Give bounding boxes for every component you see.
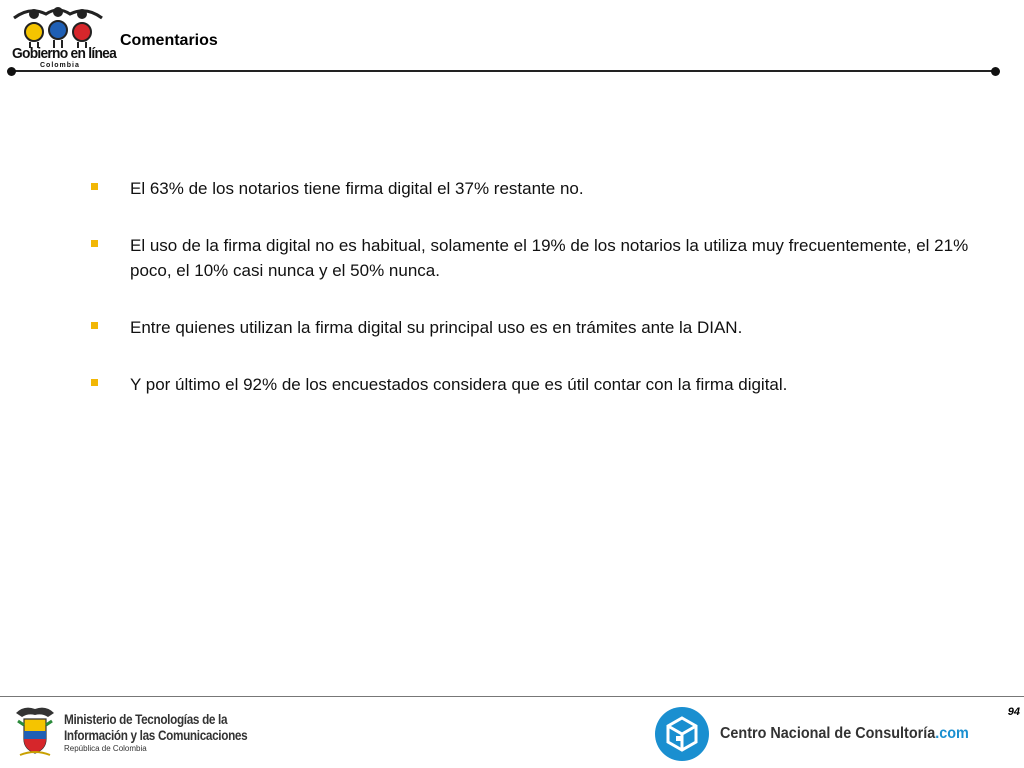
cnc-logo bbox=[654, 706, 994, 766]
ministry-logo bbox=[12, 703, 272, 765]
page-title: Comentarios bbox=[120, 32, 218, 49]
list-item bbox=[90, 372, 990, 397]
logo-brand-text: Gobierno en línea bbox=[12, 45, 117, 62]
cnc-cube-icon bbox=[654, 706, 710, 762]
list-item bbox=[90, 315, 990, 340]
header-divider bbox=[10, 70, 998, 72]
divider-endpoint-right bbox=[991, 67, 1000, 76]
coat-of-arms-icon bbox=[12, 703, 58, 765]
page-number: 94 bbox=[1007, 706, 1020, 718]
list-item-text: El 63% de los notarios tiene firma digital el 37% restante no. bbox=[130, 179, 584, 198]
ministry-country: República de Colombia bbox=[64, 744, 147, 753]
list-item bbox=[90, 176, 990, 201]
list-item-text: Entre quienes utilizan la firma digital su principal uso es en trámites ante la DIAN. bbox=[130, 318, 743, 337]
bullet-square-icon bbox=[91, 240, 98, 247]
list-item bbox=[90, 233, 990, 283]
gobierno-en-linea-logo bbox=[8, 4, 117, 70]
cnc-name bbox=[720, 725, 969, 743]
bullet-square-icon bbox=[91, 183, 98, 190]
people-logo-icon bbox=[10, 4, 106, 48]
bullet-square-icon bbox=[91, 379, 98, 386]
logo-country-text: Colombia bbox=[40, 62, 80, 69]
bullet-square-icon bbox=[91, 322, 98, 329]
cnc-name-main: Centro Nacional de Consultoría bbox=[720, 725, 936, 742]
footer-divider bbox=[0, 696, 1024, 697]
cnc-name-suffix: .com bbox=[935, 725, 969, 742]
list-item-text: El uso de la firma digital no es habitual, solamente el 19% de los notarios la utiliza muy frecuentemente, el 21% poco, el 10% casi nunca y el 50% nunca. bbox=[130, 236, 969, 280]
comments-list bbox=[90, 176, 990, 429]
divider-endpoint-left bbox=[7, 67, 16, 76]
ministry-name-line2: Información y las Comunicaciones bbox=[64, 727, 248, 743]
ministry-name-line1: Ministerio de Tecnologías de la bbox=[64, 711, 228, 727]
list-item-text: Y por último el 92% de los encuestados considera que es útil contar con la firma digital. bbox=[130, 375, 788, 394]
